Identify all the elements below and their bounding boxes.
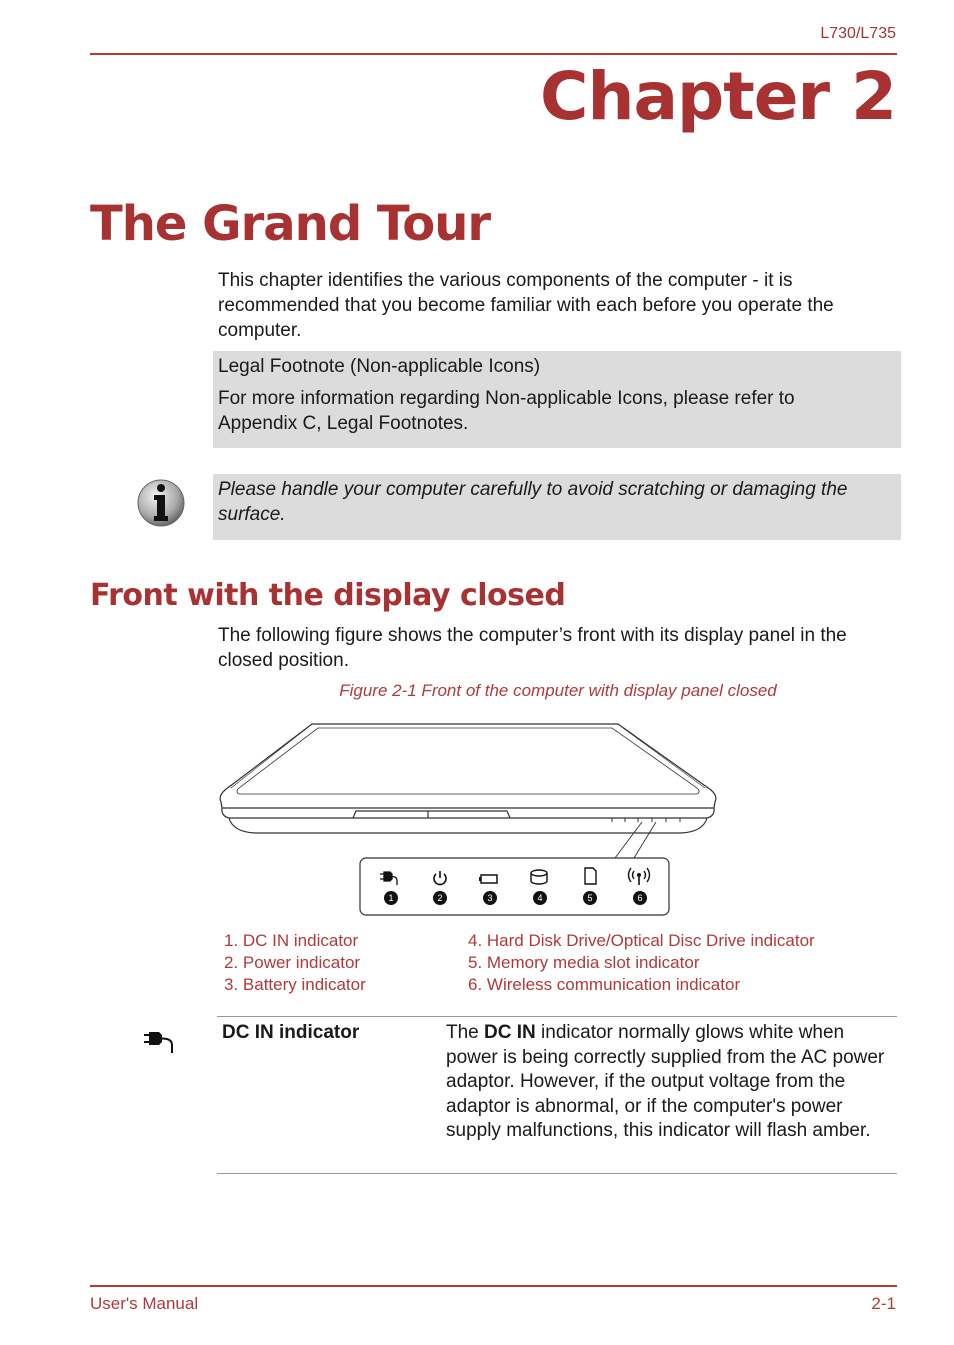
figure-caption: Figure 2-1 Front of the computer with display panel closed: [339, 681, 777, 700]
legend-left: [224, 930, 366, 996]
table-bottom-rule: [217, 1173, 897, 1174]
note-text: Please handle your computer carefully to avoid scratching or damaging the surface.: [218, 479, 848, 525]
table-description: The DC IN indicator normally glows white when power is being correctly supplied from the AC power adaptor. However, if the output voltage from the adaptor is abnormal, or if the computer's power supply malfunctions, this indicator will flash amber.: [446, 1022, 885, 1141]
callout-label-1: 1: [388, 893, 394, 903]
table-top-rule: [217, 1016, 897, 1017]
callout-label-2: 2: [437, 893, 443, 903]
section-title: Front with the display closed: [90, 578, 566, 613]
legend-item: 6. Wireless communication indicator: [468, 975, 741, 994]
legal-footnote-title: Legal Footnote (Non-applicable Icons): [218, 356, 541, 377]
laptop-front-figure: [215, 718, 725, 918]
chapter-heading: Chapter 2: [540, 58, 896, 135]
callout-label-4: 4: [537, 893, 543, 903]
legend-item: 4. Hard Disk Drive/Optical Disc Drive indicator: [468, 931, 815, 950]
legend-item: 2. Power indicator: [224, 953, 361, 972]
info-icon: [136, 478, 186, 528]
footer-page-number: 2-1: [871, 1294, 896, 1313]
legend-item: 5. Memory media slot indicator: [468, 953, 700, 972]
legend-item: 3. Battery indicator: [224, 975, 366, 994]
intro-paragraph: This chapter identifies the various components of the computer - it is recommended that you become familiar with each before you operate the computer.: [218, 270, 834, 341]
table-term: DC IN indicator: [222, 1022, 360, 1043]
callout-label-5: 5: [587, 893, 593, 903]
header-model: L730/L735: [820, 25, 896, 42]
header-rule: [90, 53, 897, 55]
callout-label-6: 6: [637, 893, 643, 903]
legal-footnote-body: For more information regarding Non-applicable Icons, please refer to Appendix C, Legal Footnotes.: [218, 388, 795, 434]
dc-in-icon: [143, 1029, 177, 1055]
footer-rule: [90, 1285, 897, 1287]
legend-right: [468, 930, 815, 996]
callout-label-3: 3: [487, 893, 493, 903]
legend-item: 1. DC IN indicator: [224, 931, 359, 950]
footer-left: User's Manual: [90, 1294, 199, 1313]
section-paragraph: The following figure shows the computer’s front with its display panel in the closed position.: [218, 625, 847, 671]
page-title: The Grand Tour: [90, 196, 491, 252]
